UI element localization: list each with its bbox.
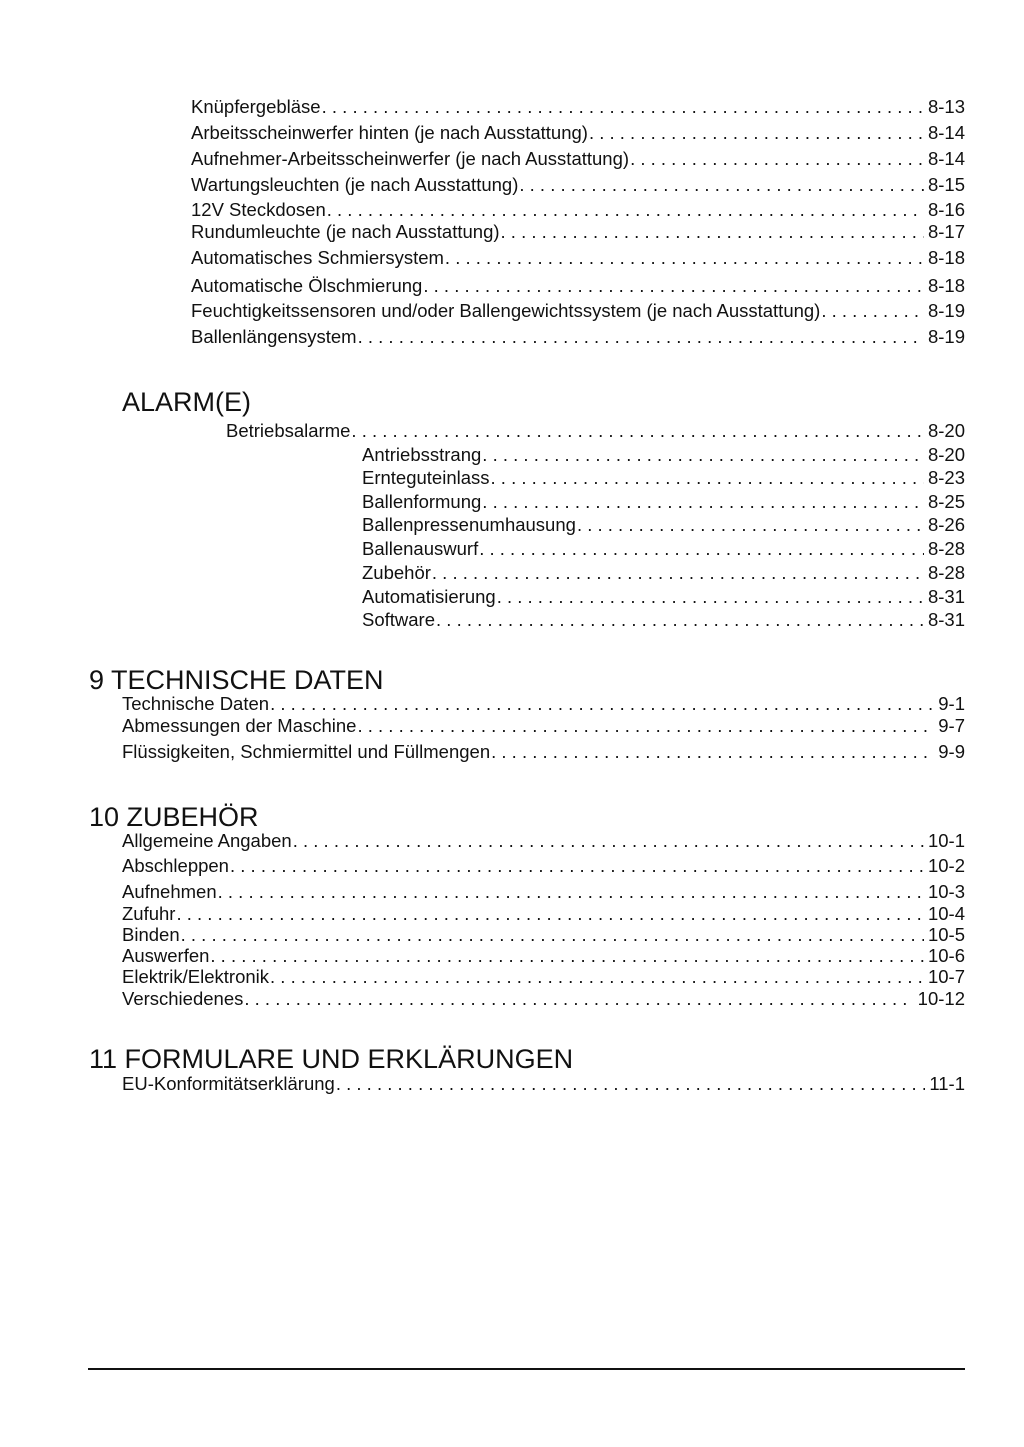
toc-entry[interactable] (191, 95, 965, 119)
dot-leader (230, 854, 924, 878)
toc-entry-page: 10-2 (927, 855, 965, 876)
toc-entry-page: 8-28 (927, 562, 965, 583)
chapter-heading-9: 9 TECHNISCHE DATEN (89, 665, 384, 695)
toc-entry-page: 11-1 (929, 1073, 965, 1094)
dot-leader (821, 299, 924, 323)
toc-entry-page: 9-7 (938, 715, 965, 736)
toc-entry-title: Feuchtigkeitssensoren und/oder Ballengewichtssystem (je nach Ausstattung) (191, 300, 821, 321)
dot-leader (357, 714, 934, 738)
toc-entry-title: Knüpfergebläse (191, 96, 321, 117)
dot-leader (293, 829, 924, 853)
dot-leader (436, 608, 924, 632)
toc-entry-title: Wartungsleuchten (je nach Ausstattung) (191, 174, 519, 195)
toc-entry-title: Aufnehmer-Arbeitsscheinwerfer (je nach Ausstattung) (191, 148, 630, 169)
toc-entry-title: Elektrik/Elektronik (122, 966, 270, 987)
toc-entry-title: Rundumleuchte (je nach Ausstattung) (191, 221, 500, 242)
toc-entry-title: Ballenauswurf (362, 538, 479, 559)
toc-entry[interactable] (191, 198, 965, 222)
toc-entry[interactable] (191, 147, 965, 171)
toc-entry-page: 10-12 (917, 988, 965, 1009)
toc-entry-page: 8-28 (927, 538, 965, 559)
toc-entry-page: 10-3 (927, 881, 965, 902)
toc-entry-title: 12V Steckdosen (191, 199, 326, 220)
toc-entry[interactable] (122, 714, 965, 738)
toc-entry-title: Ballenpressenumhausung (362, 514, 576, 535)
dot-leader (218, 880, 924, 904)
toc-entry-page: 8-14 (927, 122, 965, 143)
toc-entry[interactable] (226, 419, 965, 443)
dot-leader (327, 198, 924, 222)
dot-leader (482, 443, 924, 467)
toc-entry-page: 9-9 (938, 741, 965, 762)
toc-entry-page: 8-31 (927, 586, 965, 607)
toc-entry[interactable] (362, 585, 965, 609)
dot-leader (351, 419, 924, 443)
toc-entry-page: 10-6 (927, 945, 965, 966)
toc-entry-title: Allgemeine Angaben (122, 830, 292, 851)
toc-entry-title: Verschiedenes (122, 988, 244, 1009)
dot-leader (589, 121, 924, 145)
toc-entry[interactable] (122, 987, 965, 1011)
dot-leader (432, 561, 924, 585)
toc-entry-page: 8-26 (927, 514, 965, 535)
toc-entry[interactable] (362, 490, 965, 514)
toc-entry-title: Binden (122, 924, 180, 945)
chapter-heading-10: 10 ZUBEHÖR (89, 802, 259, 832)
toc-entry-page: 8-14 (927, 148, 965, 169)
toc-entry[interactable] (362, 513, 965, 537)
toc-entry-title: Abschleppen (122, 855, 229, 876)
toc-entry-page: 10-4 (927, 903, 965, 924)
dot-leader (358, 325, 924, 349)
dot-leader (519, 173, 924, 197)
toc-entry-title: Software (362, 609, 436, 630)
chapter-heading-11: 11 FORMULARE UND ERKLÄRUNGEN (89, 1044, 574, 1074)
dot-leader (322, 95, 924, 119)
dot-leader (479, 537, 924, 561)
toc-entry-page: 10-7 (927, 966, 965, 987)
dot-leader (423, 274, 924, 298)
toc-entry-page: 8-25 (927, 491, 965, 512)
toc-entry-page: 8-17 (927, 221, 965, 242)
toc-entry-title: Arbeitsscheinwerfer hinten (je nach Ausstattung) (191, 122, 588, 143)
footer-rule (88, 1368, 965, 1370)
toc-entry-title: Betriebsalarme (226, 420, 351, 441)
toc-entry[interactable] (362, 466, 965, 490)
dot-leader (336, 1072, 926, 1096)
toc-entry[interactable] (191, 220, 965, 244)
toc-entry-title: Ballenformung (362, 491, 482, 512)
toc-entry-page: 9-1 (938, 693, 965, 714)
dot-leader (482, 490, 924, 514)
toc-entry-title: Auswerfen (122, 945, 210, 966)
toc-entry[interactable] (191, 246, 965, 270)
toc-entry-title: EU-Konformitätserklärung (122, 1073, 335, 1094)
toc-entry-page: 8-13 (927, 96, 965, 117)
toc-entry-page: 8-31 (927, 609, 965, 630)
dot-leader (270, 965, 924, 989)
toc-entry-page: 8-18 (927, 275, 965, 296)
toc-entry[interactable] (191, 325, 965, 349)
toc-entry-title: Ernteguteinlass (362, 467, 490, 488)
toc-entry[interactable] (122, 829, 965, 853)
toc-entry-title: Antriebsstrang (362, 444, 482, 465)
toc-entry-page: 8-18 (927, 247, 965, 268)
toc-entry[interactable] (122, 880, 965, 904)
toc-entry[interactable] (191, 121, 965, 145)
dot-leader (491, 740, 934, 764)
toc-entry-page: 8-20 (927, 444, 965, 465)
dot-leader (630, 147, 924, 171)
toc-entry-page: 8-20 (927, 420, 965, 441)
toc-entry[interactable] (191, 299, 965, 323)
toc-entry-title: Aufnehmen (122, 881, 217, 902)
toc-entry-title: Zubehör (362, 562, 431, 583)
dot-leader (491, 466, 924, 490)
toc-entry-title: Automatisches Schmiersystem (191, 247, 444, 268)
toc-entry[interactable] (122, 692, 965, 716)
section-heading-alarm: ALARM(E) (122, 387, 252, 417)
toc-entry-title: Abmessungen der Maschine (122, 715, 357, 736)
toc-entry-page: 8-19 (927, 300, 965, 321)
toc-entry[interactable] (122, 1072, 965, 1096)
dot-leader (270, 692, 934, 716)
toc-entry-page: 10-1 (927, 830, 965, 851)
toc-entry-title: Flüssigkeiten, Schmiermittel und Füllmengen (122, 741, 491, 762)
toc-entry[interactable] (122, 965, 965, 989)
dot-leader (501, 220, 924, 244)
toc-entry[interactable] (362, 537, 965, 561)
dot-leader (445, 246, 924, 270)
toc-entry-title: Ballenlängensystem (191, 326, 357, 347)
toc-entry-page: 8-15 (927, 174, 965, 195)
dot-leader (577, 513, 924, 537)
toc-entry-title: Zufuhr (122, 903, 176, 924)
toc-entry[interactable] (362, 443, 965, 467)
toc-entry-page: 8-23 (927, 467, 965, 488)
toc-entry-page: 8-16 (927, 199, 965, 220)
toc-entry-title: Technische Daten (122, 693, 270, 714)
toc-entry-title: Automatisierung (362, 586, 496, 607)
dot-leader (497, 585, 924, 609)
toc-entry-page: 10-5 (927, 924, 965, 945)
toc-entry[interactable] (122, 854, 965, 878)
toc-entry[interactable] (362, 561, 965, 585)
toc-entry[interactable] (362, 608, 965, 632)
toc-entry[interactable] (122, 740, 965, 764)
dot-leader (244, 987, 913, 1011)
toc-entry-page: 8-19 (927, 326, 965, 347)
toc-entry-title: Automatische Ölschmierung (191, 275, 423, 296)
toc-entry[interactable] (191, 173, 965, 197)
toc-entry[interactable] (191, 274, 965, 298)
